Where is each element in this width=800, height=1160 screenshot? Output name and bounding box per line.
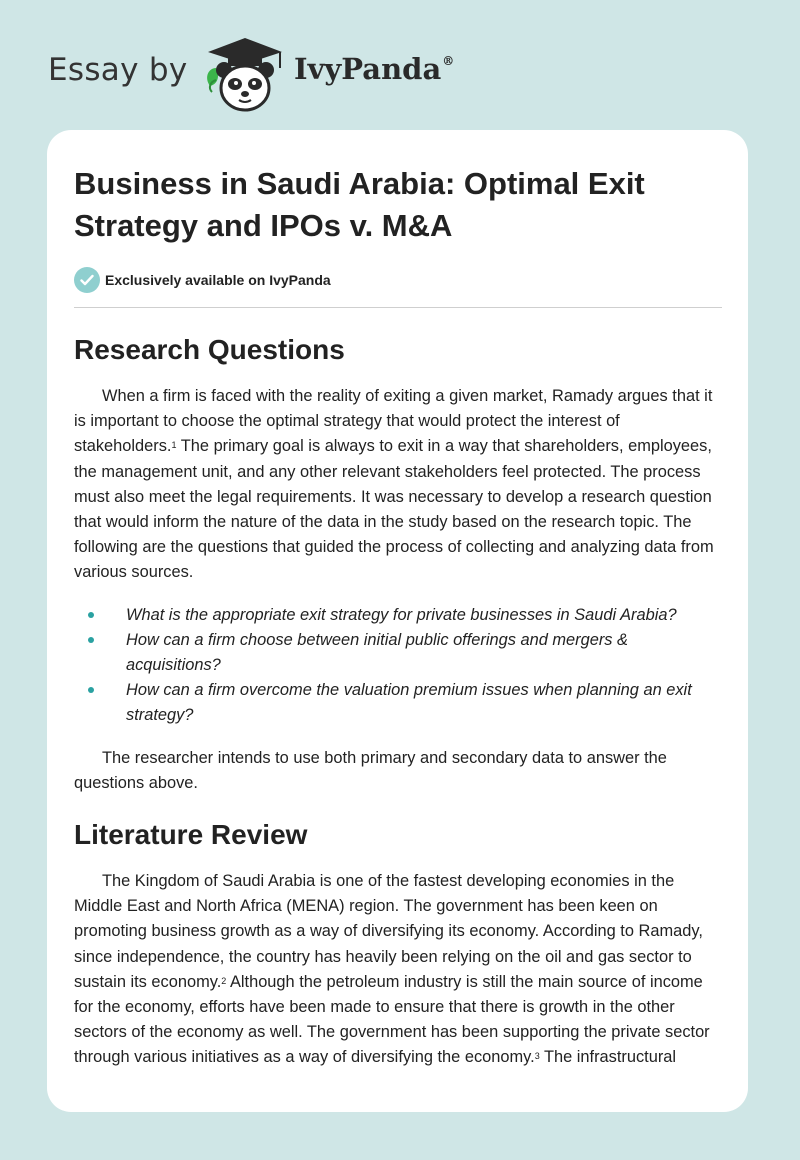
essay-card [47,130,748,1112]
bullet-icon [88,612,94,618]
section-research-questions [74,333,722,796]
bullet-icon [88,637,94,643]
section-literature-review [74,818,722,1071]
question-list [74,603,722,729]
panda-graduate-logo-icon[interactable] [200,34,290,114]
list-item: How can a firm choose between initial public offerings and mergers & acquisitions? [74,628,722,678]
section-heading: Research Questions [74,334,345,365]
paragraph: The Kingdom of Saudi Arabia is one of the fastest developing economies in the Middle East and North Africa (MENA) region. The government has been keen on promoting business growth as a way of diversifying its economy. According to Ramady, since independence, the country has heavily been relying on the oil and gas sector to sustain its economy.$^2$ Although the petroleum industry is still the main source of income for the economy, efforts have been made to ensure that there is growth in the other sectors of the economy as well. The government has been supporting the private sector through various initiatives as a way of diversifying the economy.$^3$ The infrastructural [74,872,710,1067]
check-circle-icon [74,267,100,293]
divider [74,307,722,308]
exclusive-badge-text: Exclusively available on IvyPanda [105,272,331,288]
footnote-ref[interactable]: 3 [534,1051,540,1062]
site-header [48,30,508,110]
footnote-ref[interactable]: 1 [171,440,177,451]
footnote-ref[interactable]: 2 [221,975,227,986]
brand-name[interactable]: IvyPanda® [294,52,455,86]
essay-by-label: Essay by [48,52,188,88]
list-item: How can a firm overcome the valuation premium issues when planning an exit strategy? [74,678,722,728]
list-item: What is the appropriate exit strategy for private businesses in Saudi Arabia? [74,603,722,628]
page-title: Business in Saudi Arabia: Optimal Exit Strategy and IPOs v. M&A [74,166,645,243]
paragraph: When a firm is faced with the reality of exiting a given market, Ramady argues that it is important to choose the optimal strategy that would protect the interest of stakeholders.$^1$ The primary goal is always to exit in a way that shareholders, employees, the management unit, and any other relevant stakeholders feel protected. The process must also meet the legal requirements. It was necessary to develop a research question that would inform the nature of the data in the study based on the research topic. The following are the questions that guided the process of collecting and analyzing data from various sources. [74,387,714,582]
paragraph: The researcher intends to use both primary and secondary data to answer the questions above. [74,748,667,792]
exclusive-badge [74,267,722,293]
section-heading: Literature Review [74,819,308,851]
bullet-icon [88,687,94,693]
